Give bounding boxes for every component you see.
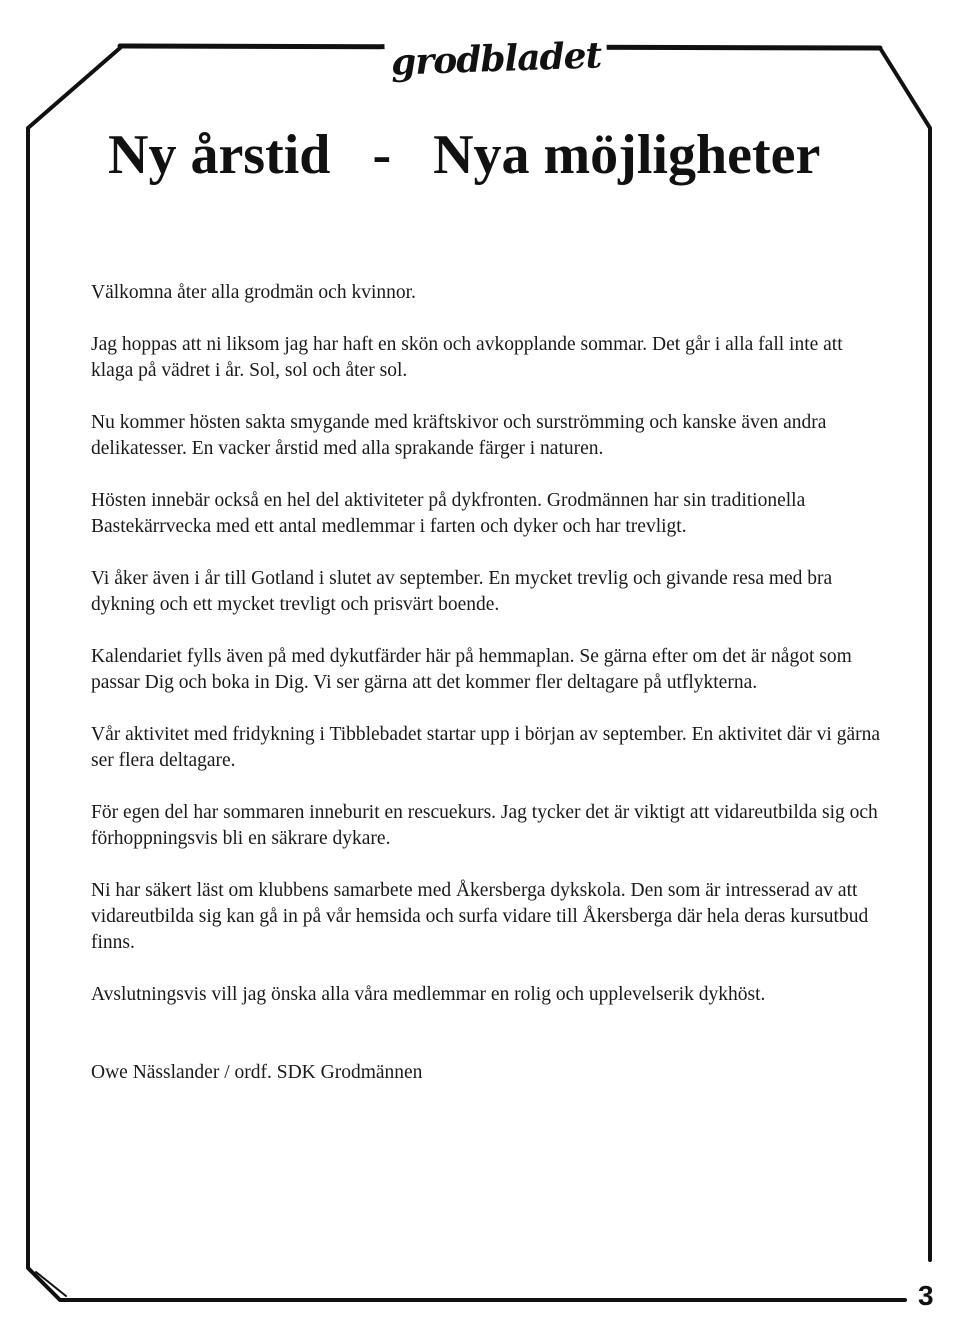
paragraph: Avslutningsvis vill jag önska alla våra medlemmar en rolig och upplevelserik dykhöst. bbox=[91, 984, 766, 1005]
article-body bbox=[91, 280, 881, 1086]
paragraph: Ni har säkert läst om klubbens samarbete med Åkersberga dykskola. Den som är intresserad av att vidareutbilda sig kan gå in på vår hemsida och surfa vidare till Åkersberga där hela deras kursutbud finns. bbox=[91, 880, 869, 953]
paragraph: För egen del har sommaren inneburit en rescuekurs. Jag tycker det är viktigt att vidareutbilda sig och förhoppningsvis bli en säkrare dykare. bbox=[91, 802, 878, 849]
paragraph: Vi åker även i år till Gotland i slutet av september. En mycket trevlig och givande resa med bra dykning och ett mycket trevligt och prisvärt boende. bbox=[91, 568, 833, 615]
page-title: Ny årstid - Nya möjligheter bbox=[108, 124, 821, 186]
paragraph: Kalendariet fylls även på med dykutfärder här på hemmaplan. Se gärna efter om det är något som passar Dig och boka in Dig. Vi ser gärna att det kommer fler deltagare på utflykterna. bbox=[91, 646, 852, 693]
newsletter-logo: grodbladet bbox=[384, 34, 608, 84]
paragraph: Vår aktivitet med fridykning i Tibblebadet startar upp i början av september. En aktivitet där vi gärna ser flera deltagare. bbox=[91, 724, 881, 771]
page-number: 3 bbox=[918, 1280, 934, 1311]
signature: Owe Nässlander / ordf. SDK Grodmännen bbox=[91, 1062, 423, 1083]
paragraph: Välkomna åter alla grodmän och kvinnor. bbox=[91, 282, 416, 303]
paragraph: Hösten innebär också en hel del aktiviteter på dykfronten. Grodmännen har sin traditionella Bastekärrvecka med ett antal medlemmar i farten och dyker och har trevligt. bbox=[91, 490, 806, 537]
paragraph: Nu kommer hösten sakta smygande med kräftskivor och surströmming och kanske även andra delikatesser. En vacker årstid med alla sprakande färger i naturen. bbox=[91, 412, 827, 459]
paragraph: Jag hoppas att ni liksom jag har haft en skön och avkopplande sommar. Det går i alla fall inte att klaga på vädret i år. Sol, sol och åter sol. bbox=[91, 334, 843, 381]
